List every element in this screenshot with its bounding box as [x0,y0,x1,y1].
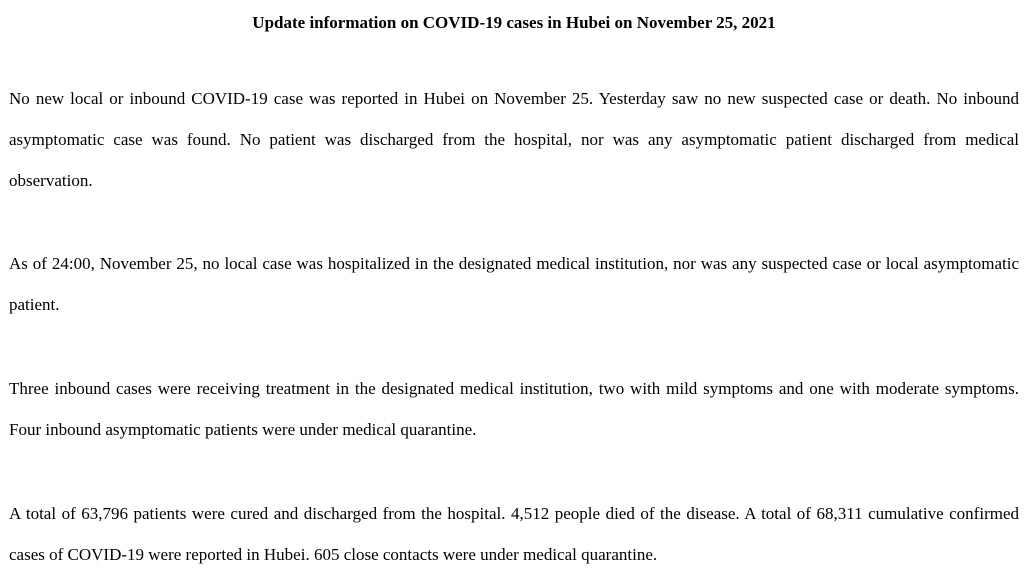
paragraph-new-cases: No new local or inbound COVID-19 case was reported in Hubei on November 25. Yesterday saw no new suspected case or death. No inbound asymptomatic case was found. No patient was discharged from the hospital, nor was any asymptomatic patient discharged from medical observation. [9,89,1019,190]
paragraph-hospitalized: As of 24:00, November 25, no local case was hospitalized in the designated medical institution, nor was any suspected case or local asymptomatic patient. [9,254,1019,314]
document-title: Update information on COVID-19 cases in Hubei on November 25, 2021 [252,13,776,32]
paragraph-cumulative-totals: A total of 63,796 patients were cured and discharged from the hospital. 4,512 people died of the disease. A total of 68,311 cumulative confirmed cases of COVID-19 were reported in Hubei. 605 close contacts were under medical quarantine. [9,504,1019,564]
document-page [9,0,1019,570]
paragraph-inbound-treatment: Three inbound cases were receiving treatment in the designated medical institution, two with mild symptoms and one with moderate symptoms. Four inbound asymptomatic patients were under medical quarantine. [9,379,1019,439]
